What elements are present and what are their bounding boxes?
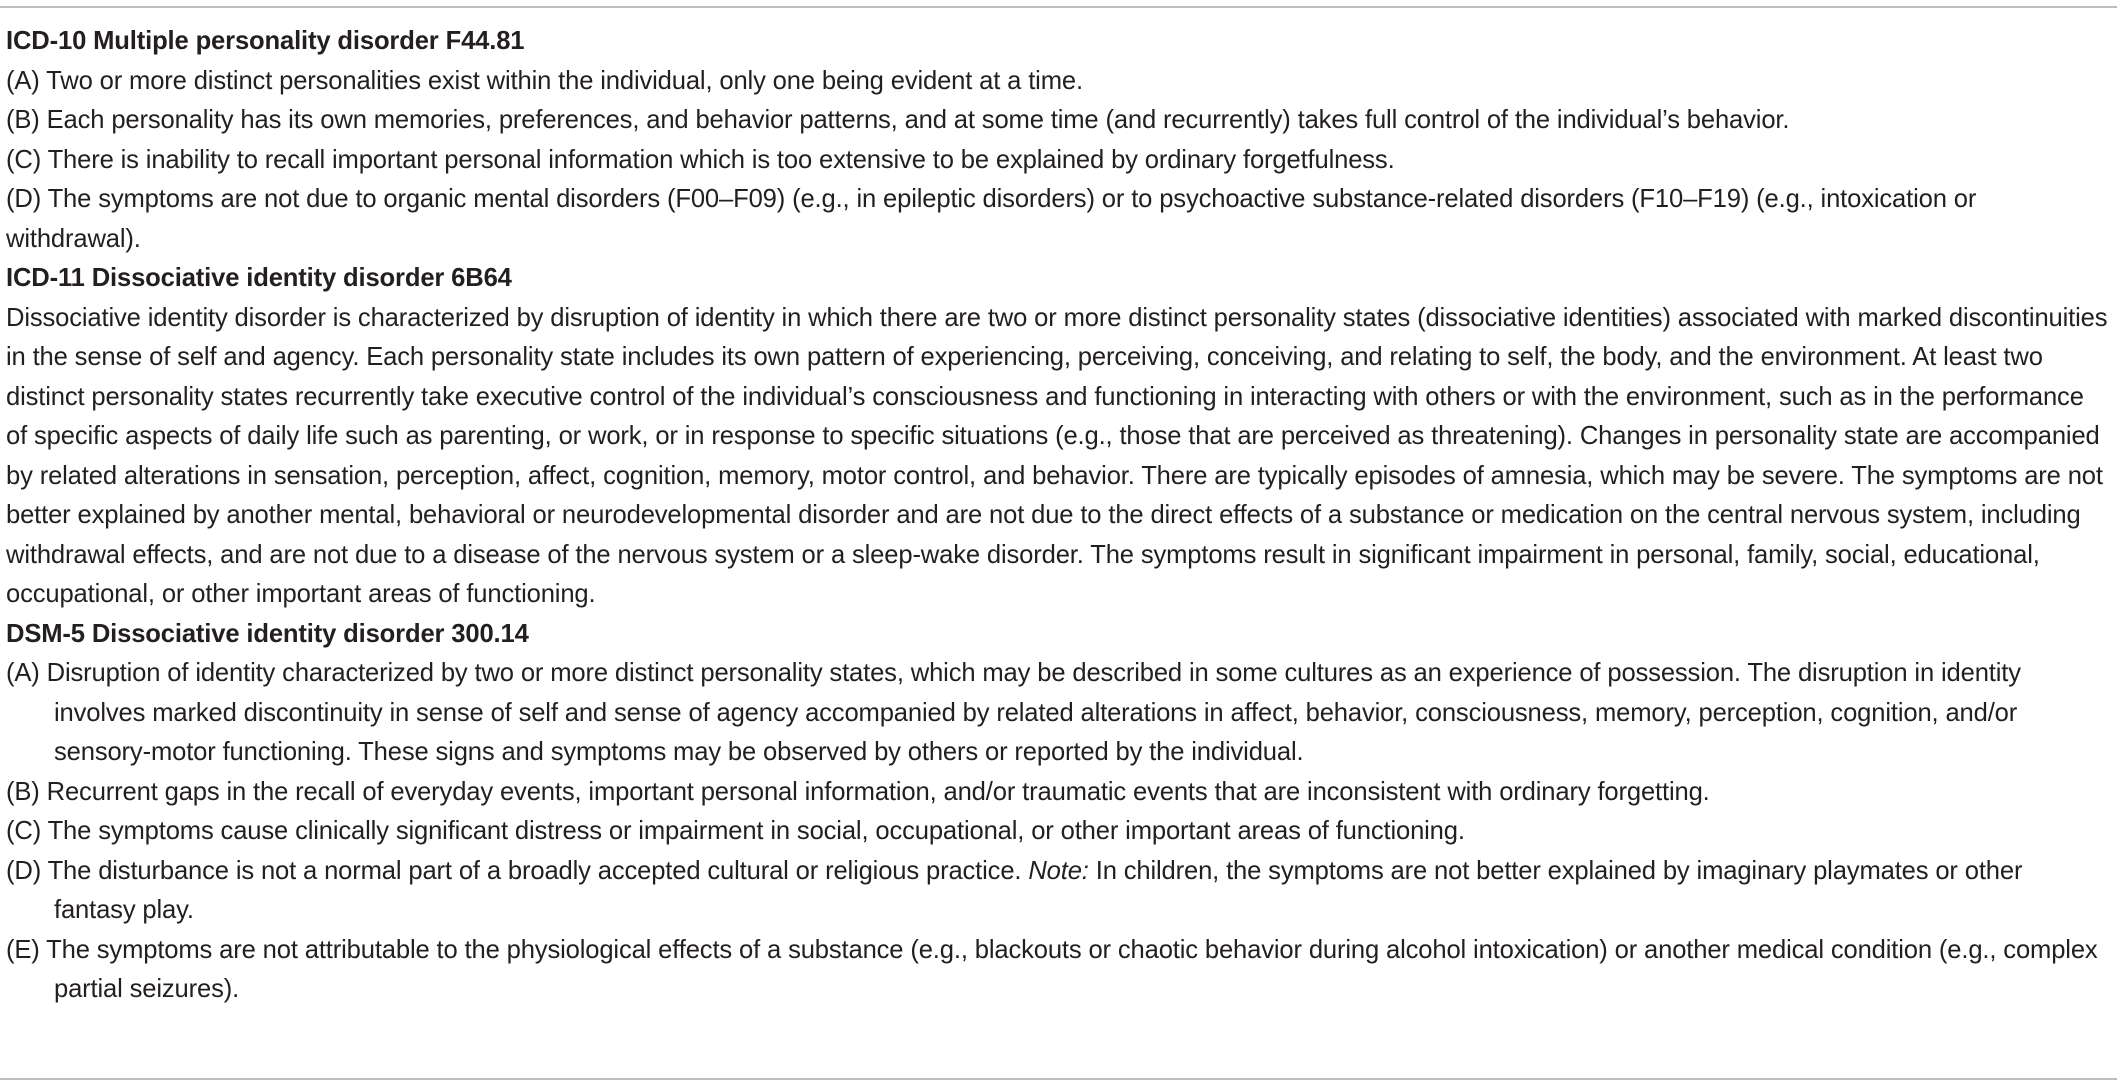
dsm5-title: DSM-5 Dissociative identity disorder 300.14: [6, 619, 529, 648]
dsm5-criterion-d-note-text: In children, the symptoms are not better explained by imaginary playmates or other fantasy play.: [54, 856, 2023, 924]
dsm5-criterion-b: (B) Recurrent gaps in the recall of everyday events, important personal information, and/or traumatic events that are inconsistent with ordinary forgetting.: [6, 777, 1710, 806]
dsm5-criterion-d: [6, 852, 2110, 931]
icd11-section: [6, 259, 2110, 615]
table-content: [6, 22, 2110, 1010]
icd11-description: Dissociative identity disorder is characterized by disruption of identity in which there are two or more distinct personality states (dissociative identities) associated with marked discontinuities in the sense of self and agency. Each personality state includes its own pattern of experiencing, perceiving, conceiving, and relating to self, the body, and the environment. At least two distinct personality states recurrently take executive control of the individual’s consciousness and functioning in interacting with others or with the environment, such as in the performance of specific aspects of daily life such as parenting, or work, or in response to specific situations (e.g., those that are perceived as threatening). Changes in personality state are accompanied by related alterations in sensation, perception, affect, cognition, memory, motor control, and behavior. There are typically episodes of amnesia, which may be severe. The symptoms are not better explained by another mental, behavioral or neurodevelopmental disorder and are not due to the direct effects of a substance or medication on the central nervous system, including withdrawal effects, and are not due to a disease of the nervous system or a sleep-wake disorder. The symptoms result in significant impairment in personal, family, social, educational, occupational, or other important areas of functioning.: [6, 303, 2108, 608]
dsm5-criterion-d-note-label: Note:: [1028, 856, 1089, 885]
table-bottom-rule: [0, 1078, 2117, 1080]
icd10-criterion-c: (C) There is inability to recall important personal information which is too extensive to be explained by ordinary forgetfulness.: [6, 145, 1395, 174]
icd10-criterion-a: (A) Two or more distinct personalities exist within the individual, only one being evident at a time.: [6, 66, 1083, 95]
icd10-criterion-d: (D) The symptoms are not due to organic mental disorders (F00–F09) (e.g., in epileptic disorders) or to psychoactive substance-related disorders (F10–F19) (e.g., intoxication or withdrawal).: [6, 185, 1977, 253]
icd10-criterion-b: (B) Each personality has its own memories, preferences, and behavior patterns, and at some time (and recurrently) takes full control of the individual’s behavior.: [6, 106, 1790, 134]
dsm5-criterion-a: (A) Disruption of identity characterized by two or more distinct personality states, which may be described in some cultures as an experience of possession. The disruption in identity involves marked discontinuity in sense of self and sense of agency accompanied by related alterations in affect, behavior, consciousness, memory, perception, cognition, and/or sensory-motor functioning. These signs and symptoms may be observed by others or reported by the individual.: [6, 659, 2021, 766]
icd11-title: ICD-11 Dissociative identity disorder 6B64: [6, 264, 512, 292]
dsm5-section: [6, 615, 2110, 1010]
icd10-title: ICD-10 Multiple personality disorder F44.81: [6, 27, 525, 55]
dsm5-criterion-c: (C) The symptoms cause clinically significant distress or impairment in social, occupational, or other important areas of functioning.: [6, 817, 1465, 845]
icd10-section: [6, 22, 2110, 259]
dsm5-criterion-e: (E) The symptoms are not attributable to the physiological effects of a substance (e.g., blackouts or chaotic behavior during alcohol intoxication) or another medical condition (e.g., complex partial seizures).: [6, 935, 2098, 1003]
dsm5-criterion-d-lead: (D) The disturbance is not a normal part of a broadly accepted cultural or religious practice.: [6, 856, 1029, 885]
table-top-rule: [0, 6, 2117, 8]
